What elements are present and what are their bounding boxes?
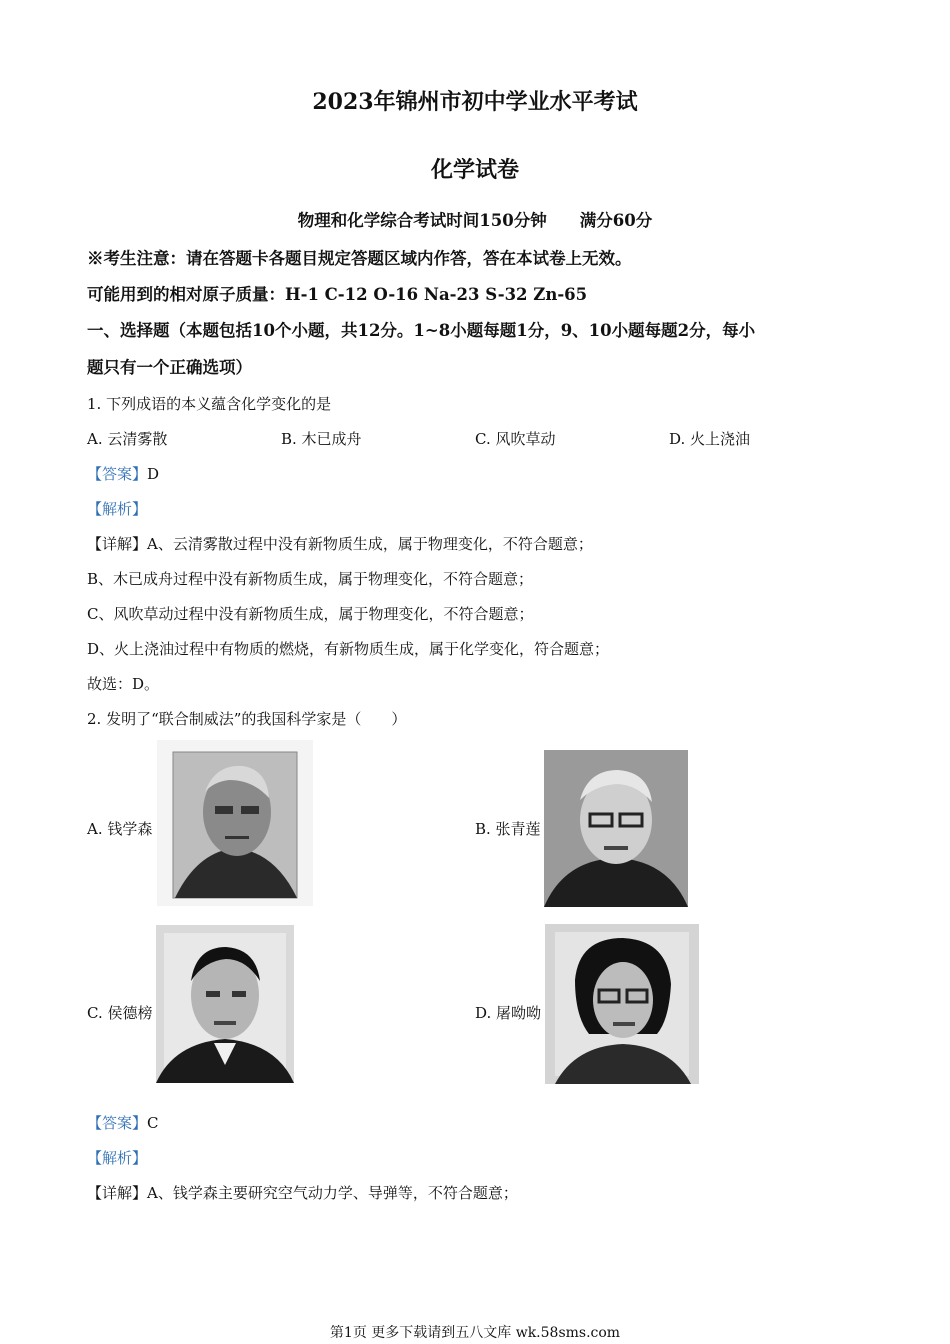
q1-option-b: B. 木已成舟	[281, 430, 362, 448]
detail-text: A、钱学森主要研究空气动力学、导弹等，不符合题意；	[147, 1184, 518, 1202]
detail-tag: 【详解】	[87, 1184, 148, 1202]
notice-line: ※考生注意：请在答题卡各题目规定答题区域内作答，答在本试卷上无效。	[87, 249, 632, 268]
answer-value: D	[147, 465, 160, 483]
q2-stem: 2. 发明了“联合制威法”的我国科学家是（ ）	[87, 710, 407, 728]
q1-option-a: A. 云清雾散	[87, 430, 168, 448]
page-footer: 第1页 更多下载请到五八文库 wk.58sms.com	[329, 1325, 621, 1341]
q1-detail-line-2: B、木已成舟过程中没有新物质生成，属于物理变化，不符合题意；	[87, 570, 534, 588]
portrait-b	[544, 750, 688, 907]
q1-analysis-tag: 【解析】	[87, 500, 148, 518]
q1-option-c: C. 风吹草动	[475, 430, 556, 448]
portrait-d	[545, 924, 699, 1084]
q1-stem: 1. 下列成语的本义蕴含化学变化的是	[87, 395, 332, 413]
exam-subtitle: 化学试卷	[430, 157, 519, 183]
q1-detail-line-4: D、火上浇油过程中有物质的燃烧，有新物质生成，属于化学变化，符合题意；	[87, 640, 610, 658]
portrait-a	[157, 740, 313, 906]
detail-tag: 【详解】	[87, 535, 148, 553]
answer-value: C	[147, 1114, 159, 1132]
q2-answer	[87, 1113, 159, 1133]
q2-option-a: A. 钱学森	[87, 820, 153, 838]
answer-tag: 【答案】	[87, 1114, 148, 1132]
q1-answer	[87, 464, 159, 484]
section-heading-line2: 题只有一个正确选项）	[87, 358, 252, 377]
exam-title: 2023年锦州市初中学业水平考试	[312, 89, 638, 115]
section-heading-line1: 一、选择题（本题包括10个小题，共12分。1~8小题每题1分，9、10小题每题2分，每小	[87, 321, 756, 340]
portrait-c	[156, 925, 294, 1083]
detail-text: A、云清雾散过程中没有新物质生成，属于物理变化，不符合题意；	[147, 535, 593, 553]
q1-option-d: D. 火上浇油	[669, 430, 751, 448]
q1-detail-line-1	[87, 534, 593, 554]
q2-detail-line-1	[87, 1183, 518, 1203]
q1-conclusion: 故选：D。	[87, 675, 160, 693]
q2-option-b: B. 张青莲	[475, 820, 541, 838]
answer-tag: 【答案】	[87, 465, 148, 483]
atomic-mass-line: 可能用到的相对原子质量：H-1 C-12 O-16 Na-23 S-32 Zn-65	[87, 285, 588, 304]
q2-analysis-tag: 【解析】	[87, 1149, 148, 1167]
q2-option-c: C. 侯德榜	[87, 1004, 153, 1022]
q2-option-d: D. 屠呦呦	[475, 1004, 542, 1022]
exam-info: 物理和化学综合考试时间150分钟 满分60分	[297, 211, 653, 230]
q1-detail-line-3: C、风吹草动过程中没有新物质生成，属于物理变化，不符合题意；	[87, 605, 534, 623]
